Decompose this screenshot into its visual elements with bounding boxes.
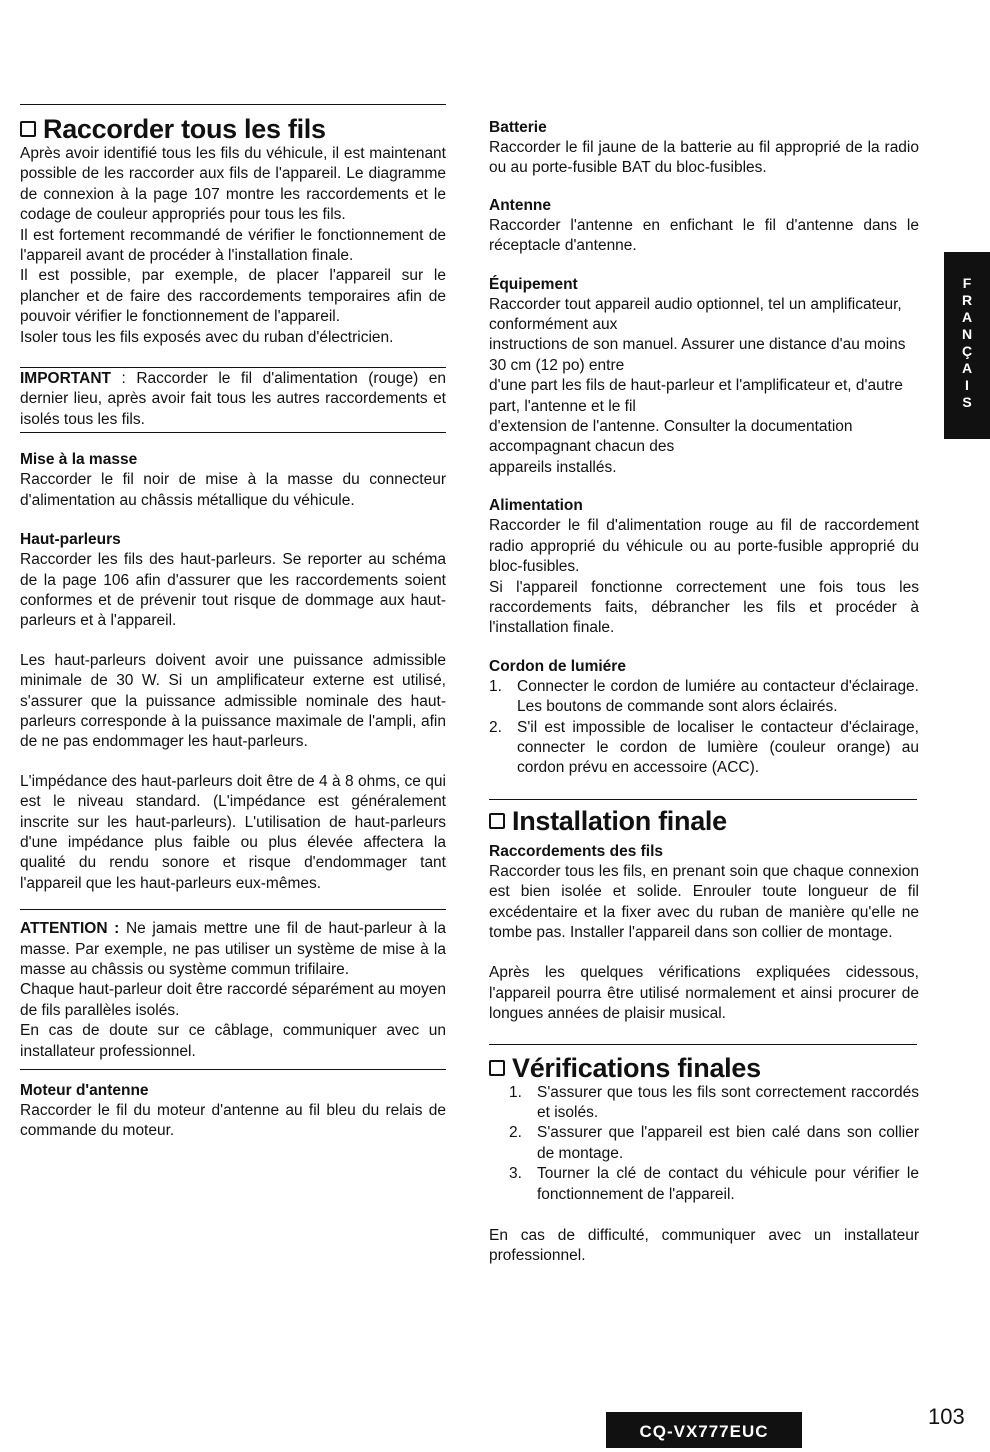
- intro-text: Après avoir identifié tous les fils du véhicule, il est maintenant possible de les raccorder aux fils de l'appareil. Le diagramme de connexion à la page 107 montre les raccordements et le codage de couleur appropriés pour tous les fils. Il est fortement recommandé de vérifier le fonctionnement de l'appareil avant de procéder à l'installation finale. Il est possible, par exemple, de placer l'appareil sur le plancher et de faire des raccordements temporaires afin de pouvoir vérifier le fonctionnement de l'appareil. Isoler tous les fils exposés avec du ruban d'électricien.: [20, 145, 446, 346]
- heading-verifications: Vérifications finales: [489, 1053, 919, 1083]
- left-column: [20, 114, 446, 1142]
- important-rule-bottom: [20, 432, 446, 433]
- heading-antenne: Antenne: [489, 196, 551, 214]
- checkbox-square-icon: [489, 1060, 505, 1076]
- masse-text: Raccorder le fil noir de mise à la masse du connecteur d'alimentation au châssis métallique du véhicule.: [20, 471, 446, 509]
- list-item: 2. S'il est impossible de localiser le contacteur d'éclairage, connecter le cordon de lumière (couleur orange) au cordon prévu en accessoire (ACC).: [489, 718, 919, 777]
- checkbox-square-icon: [489, 813, 505, 829]
- hp-text-2: Les haut-parleurs doivent avoir une puissance admissible minimale de 30 W. Si un amplificateur externe est utilisé, s'assurer que la puissance admissible nominale des haut-parleurs corresponde à la puissance maximale de l'ampli, afin de ne pas endommager les haut-parleurs.: [20, 651, 446, 751]
- hp-text-1: Raccorder les fils des haut-parleurs. Se reporter au schéma de la page 106 afin d'assurer que les raccordements soient conformes et de prévenir tout risque de dommage aux haut-parleurs et à l'appareil.: [20, 551, 446, 630]
- heading-cordon: Cordon de lumiére: [489, 657, 626, 675]
- installation-rule: [489, 799, 917, 800]
- heading-masse: Mise à la masse: [20, 451, 138, 469]
- alimentation-text-2: Si l'appareil fonctionne correctement une fois tous les raccordements faits, débrancher les fils et procéder à l'installation finale.: [489, 578, 919, 637]
- heading-alimentation: Alimentation: [489, 497, 583, 515]
- equipement-text: Raccorder tout appareil audio optionnel, tel un amplificateur, conformément aux instructions de son manuel. Assurer une distance d'au moins 30 cm (12 po) entre d'une part les fils de haut-parleur et l'amplificateur et, d'autre part, l'antenne et le fil d'extension de l'antenne. Consulter la documentation accompagnant chacun des appareils installés.: [489, 295, 906, 476]
- important-rule-top: [20, 367, 446, 368]
- important-note: IMPORTANT : Raccorder le fil d'alimentation (rouge) en dernier lieu, après avoir fait tous les autres raccordements et isolés tous les fils.: [20, 370, 446, 428]
- difficulte-text: En cas de difficulté, communiquer avec un installateur professionnel.: [489, 1227, 919, 1265]
- heading-installation: Installation finale: [489, 806, 919, 836]
- right-column: [489, 118, 919, 1267]
- apres-text: Après les quelques vérifications expliquées cidessous, l'appareil pourra être utilisé normalement et ainsi procurer de longues années de plaisir musical.: [489, 964, 919, 1023]
- heading-batterie: Batterie: [489, 119, 547, 136]
- model-number-label: CQ-VX777EUC: [606, 1412, 802, 1448]
- heading-equipement: Équipement: [489, 275, 578, 293]
- attention-note-3: En cas de doute sur ce câblage, communiquer avec un installateur professionnel.: [20, 1022, 446, 1060]
- cordon-list: [489, 677, 919, 779]
- list-item: 2. S'assurer que l'appareil est bien calé dans son collier de montage.: [509, 1124, 919, 1162]
- language-side-tab: F R A N Ç A I S: [944, 252, 990, 439]
- verifications-list: [489, 1083, 919, 1205]
- list-item: 1. Connecter le cordon de lumiére au contacteur d'éclairage. Les boutons de commande sont alors éclairés.: [489, 677, 919, 716]
- attention-rule-bottom: [20, 1069, 446, 1070]
- checkbox-square-icon: [20, 121, 36, 137]
- list-item: 1. S'assurer que tous les fils sont correctement raccordés et isolés.: [509, 1083, 919, 1121]
- attention-note-2: Chaque haut-parleur doit être raccordé séparément au moyen de fils parallèles isolés.: [20, 981, 446, 1019]
- hp-text-3: L'impédance des haut-parleurs doit être de 4 à 8 ohms, ce qui est le niveau standard. (L'impédance est généralement inscrite sur les haut-parleurs). L'utilisation de haut-parleurs d'une impédance plus faible ou plus élevée affectera la qualité du rendu sonore et risque d'endommager tant l'appareil que les haut-parleurs eux-mêmes.: [20, 772, 446, 892]
- heading-haut-parleurs: Haut-parleurs: [20, 531, 121, 549]
- heading-moteur: Moteur d'antenne: [20, 1082, 149, 1100]
- antenne-text: Raccorder l'antenne en enfichant le fil d'antenne dans le réceptacle d'antenne.: [489, 216, 919, 255]
- batterie-text: Raccorder le fil jaune de la batterie au fil approprié de la radio ou au porte-fusible BAT du bloc-fusibles.: [489, 139, 919, 177]
- heading-raccordements: Raccordements des fils: [489, 842, 664, 860]
- moteur-text: Raccorder le fil du moteur d'antenne au fil bleu du relais de commande du moteur.: [20, 1102, 446, 1140]
- alimentation-text-1: Raccorder le fil d'alimentation rouge au fil de raccordement radio approprié du véhicule ou au porte-fusible approprié du bloc-fusibles.: [489, 517, 919, 576]
- heading-raccorder: Raccorder tous les fils: [20, 114, 446, 144]
- verifications-rule: [489, 1044, 917, 1045]
- top-rule-left: [20, 104, 446, 105]
- list-item: 3. Tourner la clé de contact du véhicule pour vérifier le fonctionnement de l'appareil.: [509, 1165, 919, 1203]
- attention-rule-top: [20, 909, 446, 910]
- raccordements-text: Raccorder tous les fils, en prenant soin que chaque connexion est bien isolée et solide. Enrouler toute longueur de fil excédentaire et la fixer avec du ruban de manière qu'elle ne tombe pas. Installer l'appareil dans son collier de montage.: [489, 862, 919, 941]
- attention-note: ATTENTION : Ne jamais mettre une fil de haut-parleur à la masse. Par exemple, ne pas utiliser un système de mise à la masse au châssis ou système commun trifilaire.: [20, 920, 446, 978]
- page-number: 103: [928, 1404, 965, 1429]
